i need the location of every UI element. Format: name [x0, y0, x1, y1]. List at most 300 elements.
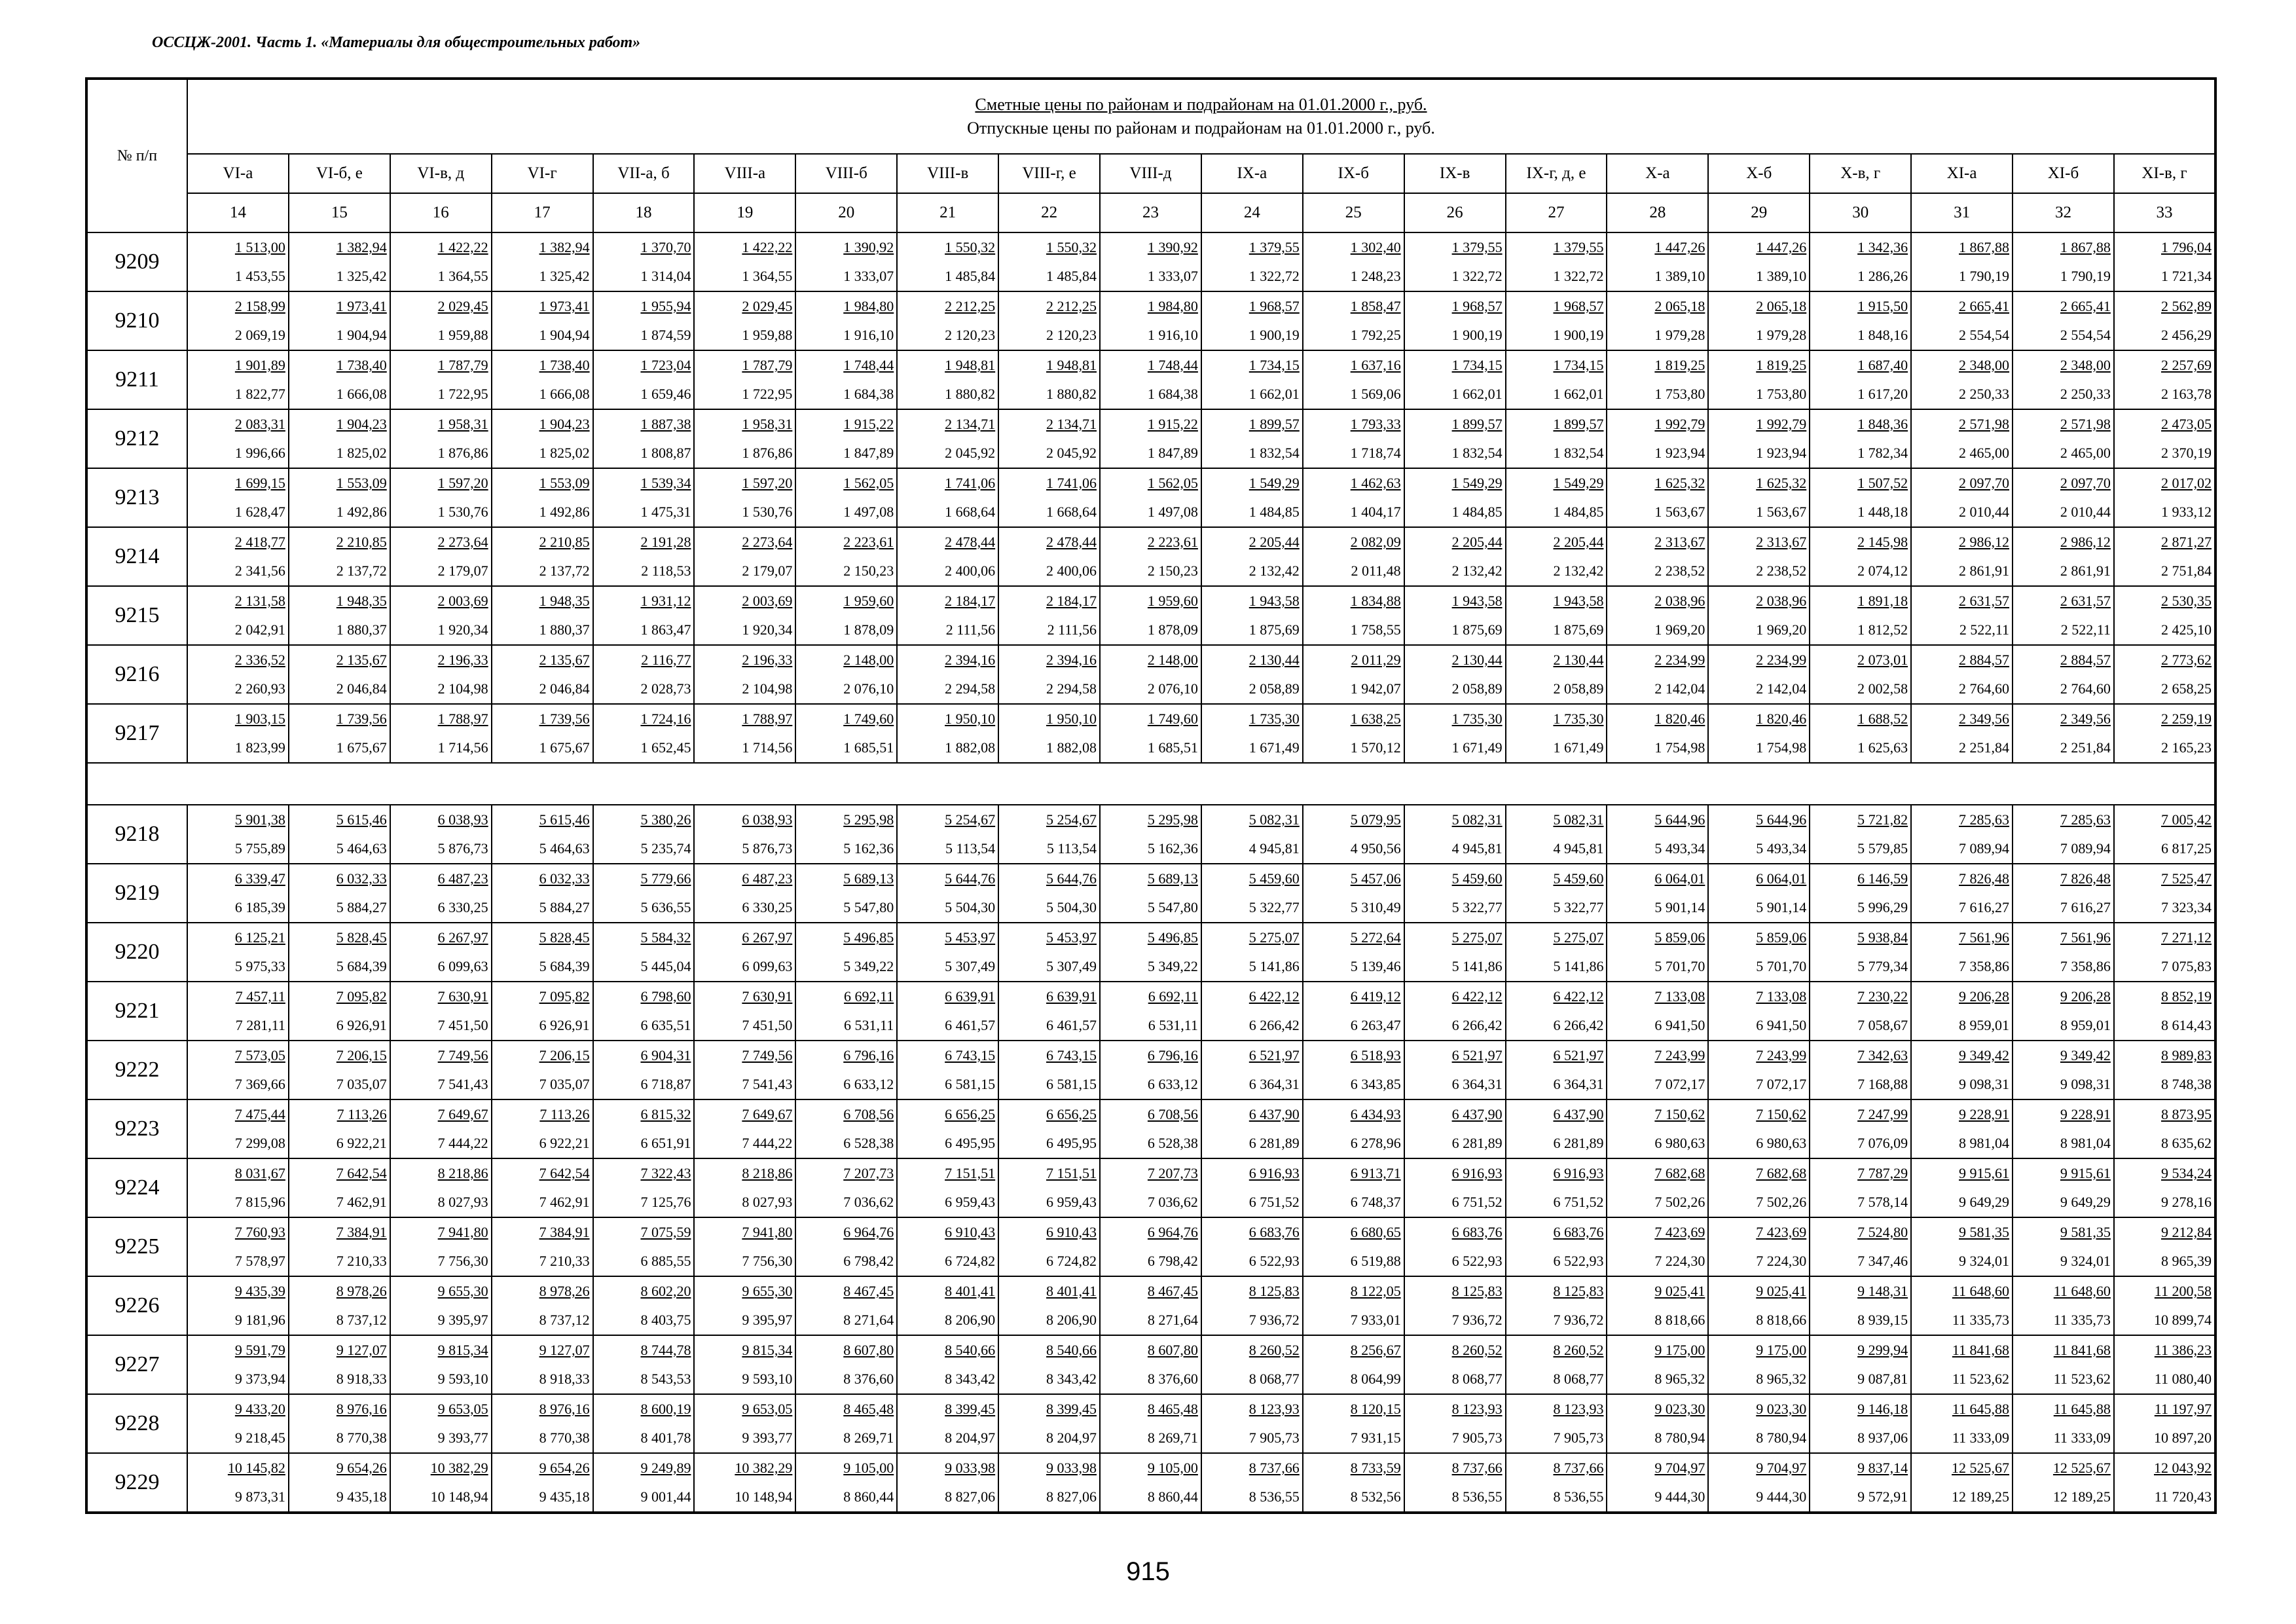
release-price: 1 530,76	[437, 504, 488, 520]
district-header-row	[86, 154, 2215, 193]
price-cell	[289, 1453, 390, 1513]
estimated-price: 1 382,94	[336, 239, 387, 255]
price-cell	[1810, 864, 1911, 923]
release-price: 6 266,42	[1553, 1017, 1604, 1033]
estimated-price: 7 941,80	[437, 1224, 488, 1240]
price-cell	[1708, 527, 1810, 586]
price-cell	[897, 1158, 998, 1217]
column-number: 28	[1607, 193, 1708, 232]
price-cell	[1404, 645, 1506, 704]
estimated-price: 1 834,88	[1350, 593, 1401, 609]
estimated-prices-title: Сметные цены по районам и подрайонам на 01.01.2000 г., руб.	[975, 95, 1427, 114]
price-cell	[187, 982, 289, 1041]
price-cell	[1911, 291, 2013, 350]
estimated-price: 9 655,30	[437, 1283, 488, 1299]
price-cell	[2013, 704, 2114, 763]
table-row	[86, 645, 2215, 704]
price-cell	[1100, 1158, 1201, 1217]
release-price: 1 969,20	[1756, 621, 1807, 638]
release-price: 5 779,34	[1857, 958, 1908, 974]
price-cell	[1404, 982, 1506, 1041]
release-price: 5 235,74	[640, 840, 691, 857]
item-code: 9219	[86, 864, 187, 923]
release-price: 1 484,85	[1553, 504, 1604, 520]
release-price: 8 269,71	[843, 1430, 894, 1446]
release-price: 8 981,04	[2060, 1135, 2111, 1151]
estimated-price: 7 941,80	[742, 1224, 793, 1240]
price-cell	[694, 468, 795, 527]
price-cell	[2013, 586, 2114, 645]
estimated-price: 6 267,97	[742, 929, 793, 946]
price-cell	[1607, 1158, 1708, 1217]
estimated-price: 1 796,04	[2160, 239, 2212, 255]
price-cell	[1201, 1217, 1303, 1276]
price-cell	[1810, 1041, 1911, 1099]
estimated-price: 2 196,33	[742, 652, 793, 668]
estimated-price: 1 688,52	[1857, 710, 1908, 727]
release-price: 2 058,89	[1248, 680, 1300, 697]
price-cell	[795, 923, 897, 982]
release-price: 1 685,51	[1147, 739, 1198, 756]
price-cell	[897, 1335, 998, 1394]
price-cell	[593, 805, 695, 864]
estimated-price: 6 422,12	[1553, 988, 1604, 1005]
price-cell	[897, 409, 998, 468]
release-price: 8 536,55	[1553, 1488, 1604, 1505]
price-cell	[593, 468, 695, 527]
release-price: 2 137,72	[336, 563, 387, 579]
price-cell	[2013, 864, 2114, 923]
release-price: 1 662,01	[1451, 386, 1503, 402]
release-price: 2 465,00	[2060, 445, 2111, 461]
column-number: 22	[998, 193, 1100, 232]
release-price: 2 132,42	[1451, 563, 1503, 579]
release-price: 2 150,23	[843, 563, 894, 579]
price-cell	[289, 864, 390, 923]
price-cell	[1810, 1099, 1911, 1158]
release-price: 8 068,77	[1248, 1371, 1300, 1387]
price-cell	[1404, 923, 1506, 982]
release-price: 7 578,14	[1857, 1194, 1908, 1210]
release-price: 6 885,55	[640, 1253, 691, 1269]
estimated-price: 1 513,00	[234, 239, 285, 255]
price-cell	[1100, 704, 1201, 763]
price-cell	[2013, 468, 2114, 527]
release-price: 9 278,16	[2160, 1194, 2212, 1210]
estimated-price: 5 295,98	[843, 811, 894, 828]
estimated-price: 6 419,12	[1350, 988, 1401, 1005]
table-row	[86, 527, 2215, 586]
estimated-price: 6 437,90	[1553, 1106, 1604, 1122]
estimated-price: 6 796,16	[843, 1047, 894, 1063]
estimated-price: 1 748,44	[843, 357, 894, 373]
release-price: 7 756,30	[437, 1253, 488, 1269]
price-cell	[1911, 1158, 2013, 1217]
release-price: 2 163,78	[2160, 386, 2212, 402]
estimated-price: 7 151,51	[1046, 1165, 1097, 1181]
price-cell	[593, 864, 695, 923]
estimated-price: 1 741,06	[945, 475, 996, 491]
price-cell	[998, 232, 1100, 291]
estimated-price: 1 819,25	[1654, 357, 1705, 373]
release-price: 8 271,64	[843, 1312, 894, 1328]
estimated-price: 2 478,44	[1046, 534, 1097, 550]
release-price: 8 780,94	[1756, 1430, 1807, 1446]
estimated-price: 5 689,13	[843, 870, 894, 887]
estimated-price: 6 798,60	[640, 988, 691, 1005]
release-price: 2 456,29	[2160, 327, 2212, 343]
price-cell	[593, 982, 695, 1041]
estimated-price: 2 336,52	[234, 652, 285, 668]
price-cell	[187, 805, 289, 864]
estimated-price: 8 852,19	[2160, 988, 2212, 1005]
group-separator-cell	[86, 763, 2215, 805]
release-price: 4 945,81	[1451, 840, 1503, 857]
release-price: 2 165,23	[2160, 739, 2212, 756]
price-cell	[1506, 1335, 1607, 1394]
estimated-price: 2 234,99	[1654, 652, 1705, 668]
estimated-price: 2 003,69	[742, 593, 793, 609]
price-cell	[390, 805, 492, 864]
estimated-price: 5 459,60	[1553, 870, 1604, 887]
price-cell	[187, 527, 289, 586]
price-cell	[492, 232, 593, 291]
release-price: 11 335,73	[1952, 1312, 2010, 1328]
release-price: 6 798,42	[843, 1253, 894, 1269]
release-price: 8 959,01	[2060, 1017, 2111, 1033]
price-cell	[998, 805, 1100, 864]
price-cell	[2114, 1453, 2215, 1513]
price-cell	[897, 1453, 998, 1513]
estimated-price: 5 689,13	[1147, 870, 1198, 887]
price-cell	[1810, 232, 1911, 291]
price-cell	[390, 1394, 492, 1453]
estimated-price: 11 648,60	[2053, 1283, 2111, 1299]
price-cell	[1607, 982, 1708, 1041]
price-cell	[1911, 232, 2013, 291]
estimated-price: 1 943,58	[1553, 593, 1604, 609]
price-cell	[187, 586, 289, 645]
item-code: 9214	[86, 527, 187, 586]
price-cell	[492, 1453, 593, 1513]
price-cell	[593, 586, 695, 645]
estimated-price: 1 549,29	[1553, 475, 1604, 491]
price-cell	[1303, 409, 1404, 468]
release-price: 5 113,54	[1046, 840, 1097, 857]
price-cell	[1810, 805, 1911, 864]
price-cell	[1100, 1276, 1201, 1335]
estimated-price: 6 683,76	[1248, 1224, 1300, 1240]
estimated-price: 5 584,32	[640, 929, 691, 946]
price-cell	[1810, 1394, 1911, 1453]
price-cell	[1810, 350, 1911, 409]
release-price: 2 861,91	[1959, 563, 2010, 579]
release-price: 8 981,04	[1959, 1135, 2010, 1151]
estimated-price: 2 884,57	[2060, 652, 2111, 668]
price-cell	[1201, 350, 1303, 409]
estimated-price: 6 437,90	[1248, 1106, 1300, 1122]
price-cell	[593, 1335, 695, 1394]
estimated-price: 2 212,25	[1046, 298, 1097, 314]
price-cell	[1607, 1041, 1708, 1099]
estimated-price: 2 011,29	[1351, 652, 1401, 668]
price-cell	[1404, 1276, 1506, 1335]
price-cell	[998, 864, 1100, 923]
estimated-price: 7 150,62	[1756, 1106, 1807, 1122]
price-cell	[694, 1276, 795, 1335]
release-price: 1 497,08	[843, 504, 894, 520]
estimated-price: 2 134,71	[945, 416, 996, 432]
estimated-price: 7 630,91	[742, 988, 793, 1005]
price-cell	[1201, 586, 1303, 645]
price-cell	[1303, 645, 1404, 704]
estimated-price: 1 950,10	[1046, 710, 1097, 727]
release-price: 8 064,99	[1350, 1371, 1401, 1387]
estimated-price: 7 787,29	[1857, 1165, 1908, 1181]
estimated-price: 6 815,32	[640, 1106, 691, 1122]
release-price: 5 493,34	[1756, 840, 1807, 857]
price-cell	[1911, 1453, 2013, 1513]
release-price: 1 808,87	[640, 445, 691, 461]
price-cell	[2013, 232, 2114, 291]
price-cell	[1506, 232, 1607, 291]
release-price: 7 323,34	[2160, 899, 2212, 915]
estimated-price: 7 649,67	[742, 1106, 793, 1122]
price-cell	[1506, 1158, 1607, 1217]
district-header: VI-б, е	[289, 154, 390, 193]
release-price: 2 104,98	[437, 680, 488, 697]
release-price: 7 933,01	[1350, 1312, 1401, 1328]
price-cell	[795, 645, 897, 704]
release-price: 1 662,01	[1553, 386, 1604, 402]
price-cell	[1911, 1394, 2013, 1453]
price-cell	[1100, 982, 1201, 1041]
price-cell	[1404, 1158, 1506, 1217]
estimated-price: 5 721,82	[1857, 811, 1908, 828]
price-cell	[593, 923, 695, 982]
estimated-price: 6 692,11	[844, 988, 894, 1005]
price-cell	[1404, 350, 1506, 409]
estimated-price: 1 462,63	[1350, 475, 1401, 491]
price-cell	[187, 468, 289, 527]
price-cell	[2013, 409, 2114, 468]
price-cell	[1303, 1099, 1404, 1158]
release-price: 2 111,56	[945, 621, 996, 638]
release-price: 2 120,23	[1046, 327, 1097, 343]
release-price: 8 376,60	[1147, 1371, 1198, 1387]
price-cell	[187, 645, 289, 704]
table-row	[86, 350, 2215, 409]
release-price: 1 916,10	[1147, 327, 1198, 343]
estimated-price: 9 025,41	[1654, 1283, 1705, 1299]
release-price: 1 782,34	[1857, 445, 1908, 461]
estimated-price: 9 704,97	[1654, 1460, 1705, 1476]
release-price: 1 753,80	[1654, 386, 1705, 402]
release-price: 5 322,77	[1248, 899, 1300, 915]
price-cell	[187, 1335, 289, 1394]
release-price: 8 614,43	[2160, 1017, 2212, 1033]
price-cell	[1506, 586, 1607, 645]
price-cell	[1708, 1335, 1810, 1394]
release-price: 1 492,86	[539, 504, 590, 520]
price-cell	[795, 586, 897, 645]
release-price: 1 666,08	[336, 386, 387, 402]
price-cell	[1100, 645, 1201, 704]
price-cell	[1708, 291, 1810, 350]
estimated-price: 8 873,95	[2160, 1106, 2212, 1122]
estimated-price: 2 130,44	[1553, 652, 1604, 668]
estimated-price: 6 708,56	[1147, 1106, 1198, 1122]
release-price: 1 322,72	[1451, 268, 1503, 284]
release-price: 1 882,08	[1046, 739, 1097, 756]
estimated-price: 1 968,57	[1248, 298, 1300, 314]
price-cell	[1303, 805, 1404, 864]
estimated-price: 8 465,48	[1147, 1401, 1198, 1417]
column-number: 18	[593, 193, 695, 232]
price-cell	[1303, 1394, 1404, 1453]
estimated-price: 7 271,12	[2160, 929, 2212, 946]
release-price: 6 099,63	[742, 958, 793, 974]
price-cell	[998, 1217, 1100, 1276]
price-cell	[1404, 409, 1506, 468]
price-cell	[187, 1276, 289, 1335]
estimated-price: 2 349,56	[2060, 710, 2111, 727]
estimated-price: 9 206,28	[2060, 988, 2111, 1005]
release-price: 1 668,64	[1046, 504, 1097, 520]
release-price: 2 425,10	[2160, 621, 2212, 638]
estimated-price: 2 273,64	[437, 534, 488, 550]
estimated-price: 6 639,91	[945, 988, 996, 1005]
estimated-price: 6 913,71	[1350, 1165, 1401, 1181]
release-price: 1 570,12	[1350, 739, 1401, 756]
price-cell	[593, 1217, 695, 1276]
release-price: 1 484,85	[1451, 504, 1503, 520]
price-cell	[187, 1394, 289, 1453]
price-cell	[1810, 527, 1911, 586]
release-price: 11 335,73	[2053, 1312, 2111, 1328]
estimated-price: 1 915,50	[1857, 298, 1908, 314]
estimated-price: 5 459,60	[1451, 870, 1503, 887]
estimated-price: 1 943,58	[1451, 593, 1503, 609]
release-price: 7 541,43	[437, 1076, 488, 1092]
release-price: 8 937,06	[1857, 1430, 1908, 1446]
price-cell	[390, 409, 492, 468]
price-cell	[2013, 1217, 2114, 1276]
price-cell	[1506, 350, 1607, 409]
price-cell	[1810, 1217, 1911, 1276]
price-cell	[390, 864, 492, 923]
release-price: 9 373,94	[234, 1371, 285, 1387]
release-price: 8 770,38	[539, 1430, 590, 1446]
item-code: 9213	[86, 468, 187, 527]
estimated-price: 8 978,26	[539, 1283, 590, 1299]
release-price: 7 578,97	[234, 1253, 285, 1269]
estimated-price: 6 146,59	[1857, 870, 1908, 887]
price-cell	[492, 468, 593, 527]
estimated-price: 7 749,56	[742, 1047, 793, 1063]
estimated-price: 7 207,73	[1147, 1165, 1198, 1181]
estimated-price: 1 735,30	[1451, 710, 1503, 727]
price-cell	[1607, 864, 1708, 923]
price-cell	[1404, 704, 1506, 763]
price-cell	[1100, 1099, 1201, 1158]
estimated-price: 1 968,57	[1553, 298, 1604, 314]
estimated-price: 6 125,21	[234, 929, 285, 946]
release-price: 7 369,66	[234, 1076, 285, 1092]
price-cell	[593, 1453, 695, 1513]
price-cell	[1810, 704, 1911, 763]
release-price: 8 860,44	[1147, 1488, 1198, 1505]
release-price: 6 980,63	[1654, 1135, 1705, 1151]
price-cell	[795, 1335, 897, 1394]
release-price: 8 027,93	[437, 1194, 488, 1210]
estimated-price: 8 989,83	[2160, 1047, 2212, 1063]
estimated-price: 1 379,55	[1451, 239, 1503, 255]
release-price: 5 307,49	[1046, 958, 1097, 974]
release-price: 6 330,25	[437, 899, 488, 915]
estimated-price: 8 976,16	[336, 1401, 387, 1417]
estimated-price: 9 654,26	[539, 1460, 590, 1476]
release-price: 6 959,43	[1046, 1194, 1097, 1210]
release-price: 5 504,30	[1046, 899, 1097, 915]
estimated-price: 2 135,67	[539, 652, 590, 668]
release-price: 6 633,12	[843, 1076, 894, 1092]
estimated-price: 9 025,41	[1756, 1283, 1807, 1299]
price-cell	[1607, 805, 1708, 864]
estimated-price: 7 642,54	[539, 1165, 590, 1181]
district-header: VIII-в	[897, 154, 998, 193]
estimated-price: 2 348,00	[1959, 357, 2010, 373]
price-cell	[289, 1276, 390, 1335]
release-price: 1 666,08	[539, 386, 590, 402]
estimated-price: 2 130,44	[1248, 652, 1300, 668]
estimated-price: 6 639,91	[1046, 988, 1097, 1005]
district-header: VIII-д	[1100, 154, 1201, 193]
price-cell	[390, 291, 492, 350]
table-row	[86, 291, 2215, 350]
price-cell	[1911, 350, 2013, 409]
release-price: 6 528,38	[1147, 1135, 1198, 1151]
price-cell	[2013, 1276, 2114, 1335]
release-price: 7 936,72	[1553, 1312, 1604, 1328]
release-price: 2 522,11	[2060, 621, 2111, 638]
price-cell	[1303, 1276, 1404, 1335]
release-price: 1 848,16	[1857, 327, 1908, 343]
release-price: 5 141,86	[1451, 958, 1503, 974]
release-price: 7 168,88	[1857, 1076, 1908, 1092]
release-price: 8 536,55	[1248, 1488, 1300, 1505]
district-header: VII-а, б	[593, 154, 695, 193]
estimated-price: 2 210,85	[336, 534, 387, 550]
price-table	[85, 77, 2217, 1514]
release-price: 7 462,91	[336, 1194, 387, 1210]
price-cell	[289, 232, 390, 291]
release-price: 7 756,30	[742, 1253, 793, 1269]
release-price: 1 979,28	[1756, 327, 1807, 343]
release-price: 1 722,95	[437, 386, 488, 402]
price-cell	[492, 982, 593, 1041]
price-cell	[795, 1158, 897, 1217]
price-cell	[795, 1394, 897, 1453]
price-cell	[1607, 409, 1708, 468]
price-cell	[390, 468, 492, 527]
price-cell	[897, 1041, 998, 1099]
release-price: 7 076,09	[1857, 1135, 1908, 1151]
price-cell	[1911, 1099, 2013, 1158]
estimated-price: 8 123,93	[1553, 1401, 1604, 1417]
release-price: 2 058,89	[1553, 680, 1604, 697]
item-code: 9211	[86, 350, 187, 409]
